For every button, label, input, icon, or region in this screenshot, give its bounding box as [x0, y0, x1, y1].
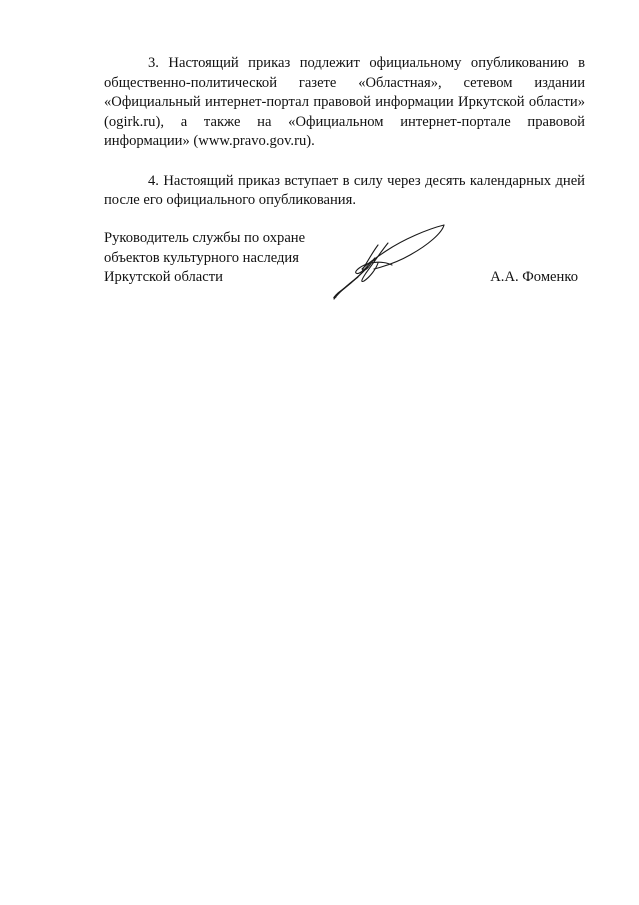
signer-position-line: объектов культурного наследия: [104, 249, 299, 266]
signer-position: [104, 229, 344, 288]
paragraph-4: 4. Настоящий приказ вступает в силу через десять календарных дней после его официального опубликования.: [104, 172, 585, 208]
signer-position-line: Иркутской области: [104, 269, 223, 285]
signer-position-line: Руководитель службы по охране: [104, 230, 306, 246]
document-body: [104, 54, 585, 211]
handwritten-signature: [330, 223, 446, 303]
paragraph-3: 3. Настоящий приказ подлежит официальному опубликованию в общественно-политической газете «Областная», сетевом издании «Официальный интернет-портал правовой информации Иркутской области» (ogirk.ru), а также на «Официальном интернет-портале правовой информации» (www.pravo.gov.ru).: [104, 55, 585, 149]
signature-block: [104, 229, 585, 309]
signer-name: А.А. Фоменко: [490, 269, 578, 285]
